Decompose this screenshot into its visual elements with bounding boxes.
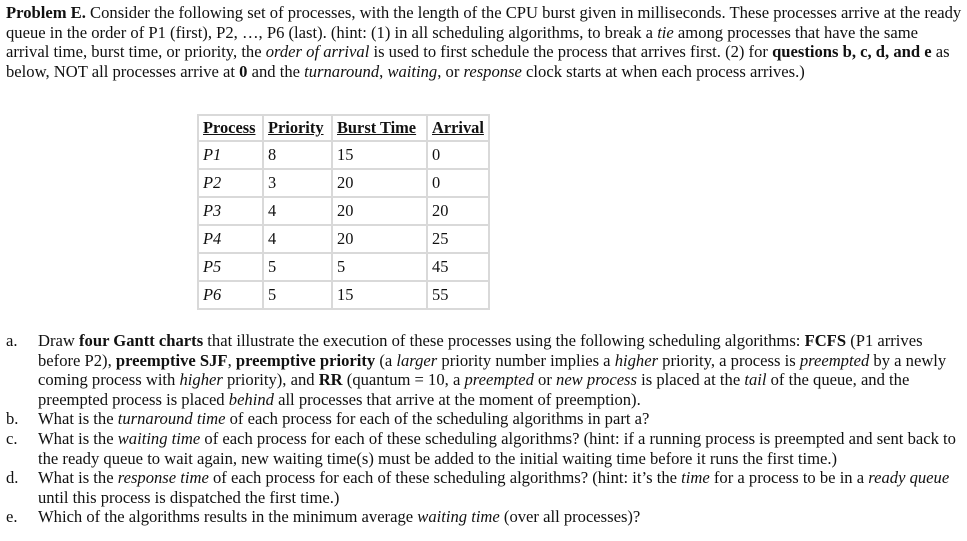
cell-burst: 20 bbox=[332, 225, 427, 253]
question-e bbox=[6, 507, 964, 527]
cell-priority: 4 bbox=[263, 225, 332, 253]
cell-priority: 8 bbox=[263, 141, 332, 169]
question-list bbox=[6, 331, 964, 527]
question-marker: a. bbox=[6, 331, 18, 350]
question-text: is placed at the bbox=[636, 370, 745, 390]
question-text: What is the bbox=[38, 409, 118, 429]
table-row bbox=[198, 169, 489, 197]
question-emphasis: preempted bbox=[799, 350, 870, 370]
intro-text: among processes that have the same arrival time, burst time, or priority, the bbox=[6, 22, 918, 62]
intro-emphasis: waiting bbox=[387, 61, 438, 81]
question-text: Which of the algorithms results in the minimum average bbox=[38, 507, 418, 527]
cell-priority: 5 bbox=[263, 281, 332, 309]
question-text: (over all processes)? bbox=[499, 507, 641, 527]
question-text: What is the bbox=[38, 468, 118, 488]
intro-emphasis: tie bbox=[657, 22, 674, 42]
intro-text: clock starts at when each process arrives.) bbox=[521, 61, 805, 81]
question-emphasis: behind bbox=[228, 389, 274, 409]
intro-emphasis: order of arrival bbox=[265, 42, 370, 62]
header-burst-time: Burst Time bbox=[332, 115, 427, 141]
cell-arrival: 0 bbox=[427, 169, 489, 197]
question-text: for a process to be in a bbox=[709, 468, 869, 488]
question-bold: RR bbox=[318, 370, 343, 390]
question-emphasis: higher bbox=[614, 350, 659, 370]
cell-process: P6 bbox=[198, 281, 263, 309]
question-a bbox=[6, 331, 964, 409]
question-emphasis: preempted bbox=[464, 370, 534, 390]
question-emphasis: higher bbox=[179, 370, 223, 390]
question-emphasis: waiting time bbox=[417, 507, 500, 527]
cell-burst: 15 bbox=[332, 141, 427, 169]
problem-title: Problem E. bbox=[6, 3, 86, 22]
question-emphasis: larger bbox=[396, 350, 438, 370]
question-text: , bbox=[227, 350, 236, 370]
table-row bbox=[198, 253, 489, 281]
header-arrival: Arrival bbox=[427, 115, 489, 141]
question-text: priority number implies a bbox=[437, 350, 615, 370]
question-text: or bbox=[533, 370, 557, 390]
cell-burst: 20 bbox=[332, 197, 427, 225]
cell-arrival: 25 bbox=[427, 225, 489, 253]
question-text: (P1 arrives before P2), bbox=[38, 331, 923, 370]
question-d bbox=[6, 468, 964, 507]
header-process: Process bbox=[198, 115, 263, 141]
question-text: Draw bbox=[38, 331, 80, 350]
intro-bold: 0 bbox=[239, 61, 248, 81]
cell-process: P5 bbox=[198, 253, 263, 281]
process-table bbox=[197, 114, 490, 310]
intro-bold: questions b, c, d, and e bbox=[772, 42, 932, 62]
question-text: by a newly coming process with bbox=[38, 350, 947, 390]
question-text: What is the bbox=[38, 428, 118, 448]
question-marker: e. bbox=[6, 507, 18, 527]
cell-arrival: 20 bbox=[427, 197, 489, 225]
question-bold: FCFS bbox=[804, 331, 847, 350]
intro-text: , bbox=[379, 61, 388, 81]
cell-arrival: 0 bbox=[427, 141, 489, 169]
question-marker: b. bbox=[6, 409, 19, 429]
cell-process: P1 bbox=[198, 141, 263, 169]
question-text: of each process for each of the scheduling algorithms in part a? bbox=[225, 409, 650, 429]
table-row bbox=[198, 141, 489, 169]
question-text: all processes that arrive at the moment of preemption). bbox=[273, 389, 641, 409]
intro-text: as below, NOT all processes arrive at bbox=[6, 42, 950, 81]
intro-emphasis: response bbox=[463, 61, 522, 81]
cell-priority: 3 bbox=[263, 169, 332, 197]
question-text: priority, a process is bbox=[658, 350, 800, 370]
question-emphasis: turnaround time bbox=[117, 409, 226, 429]
question-text: of each process for each of these scheduling algorithms? (hint: it’s the bbox=[208, 468, 682, 488]
intro-text: Consider the following set of processes, with the length of the CPU burst given in milliseconds. These processes arrive at the ready queue in the order of P1 (first), P2, …, P6 (last). (hint: (1) in all scheduling algorithms, to break a bbox=[6, 3, 962, 42]
question-marker: d. bbox=[6, 468, 19, 488]
cell-process: P2 bbox=[198, 169, 263, 197]
question-text: (quantum = 10, a bbox=[342, 370, 465, 390]
question-text: (a bbox=[375, 350, 397, 370]
question-emphasis: response time bbox=[117, 468, 209, 488]
question-b bbox=[6, 409, 964, 429]
question-c bbox=[6, 429, 964, 468]
question-bold: preemptive SJF bbox=[115, 350, 228, 370]
question-emphasis: tail bbox=[744, 370, 767, 390]
cell-priority: 5 bbox=[263, 253, 332, 281]
intro-text: is used to first schedule the process that arrives first. (2) for bbox=[369, 42, 773, 62]
cell-arrival: 45 bbox=[427, 253, 489, 281]
table-row bbox=[198, 225, 489, 253]
question-emphasis: time bbox=[681, 468, 710, 488]
cell-arrival: 55 bbox=[427, 281, 489, 309]
header-priority: Priority bbox=[263, 115, 332, 141]
question-text: of the queue, and the preempted process is placed bbox=[38, 370, 910, 409]
question-emphasis: waiting time bbox=[117, 428, 201, 448]
question-text: of each process for each of these scheduling algorithms? (hint: if a running process is preempted and sent back to the ready queue to wait again, new waiting time(s) must be added to the initial waiting time before it runs the first time.) bbox=[38, 428, 956, 468]
question-text: priority), and bbox=[222, 370, 319, 390]
question-text: until this process is dispatched the first time.) bbox=[38, 487, 340, 507]
table-row bbox=[198, 281, 489, 309]
table-header-row bbox=[198, 115, 489, 141]
cell-burst: 20 bbox=[332, 169, 427, 197]
question-text: that illustrate the execution of these processes using the following scheduling algorithms: bbox=[203, 331, 805, 350]
cell-burst: 15 bbox=[332, 281, 427, 309]
intro-text: , or bbox=[437, 61, 464, 81]
question-emphasis: ready queue bbox=[868, 468, 950, 488]
table-row bbox=[198, 197, 489, 225]
question-emphasis: new process bbox=[556, 370, 637, 390]
question-bold: preemptive priority bbox=[235, 350, 376, 370]
cell-priority: 4 bbox=[263, 197, 332, 225]
cell-process: P4 bbox=[198, 225, 263, 253]
question-marker: c. bbox=[6, 428, 18, 448]
cell-process: P3 bbox=[198, 197, 263, 225]
intro-emphasis: turnaround bbox=[304, 61, 380, 81]
intro-text: and the bbox=[247, 61, 305, 81]
cell-burst: 5 bbox=[332, 253, 427, 281]
question-bold: four Gantt charts bbox=[79, 331, 204, 350]
problem-intro bbox=[6, 3, 963, 81]
